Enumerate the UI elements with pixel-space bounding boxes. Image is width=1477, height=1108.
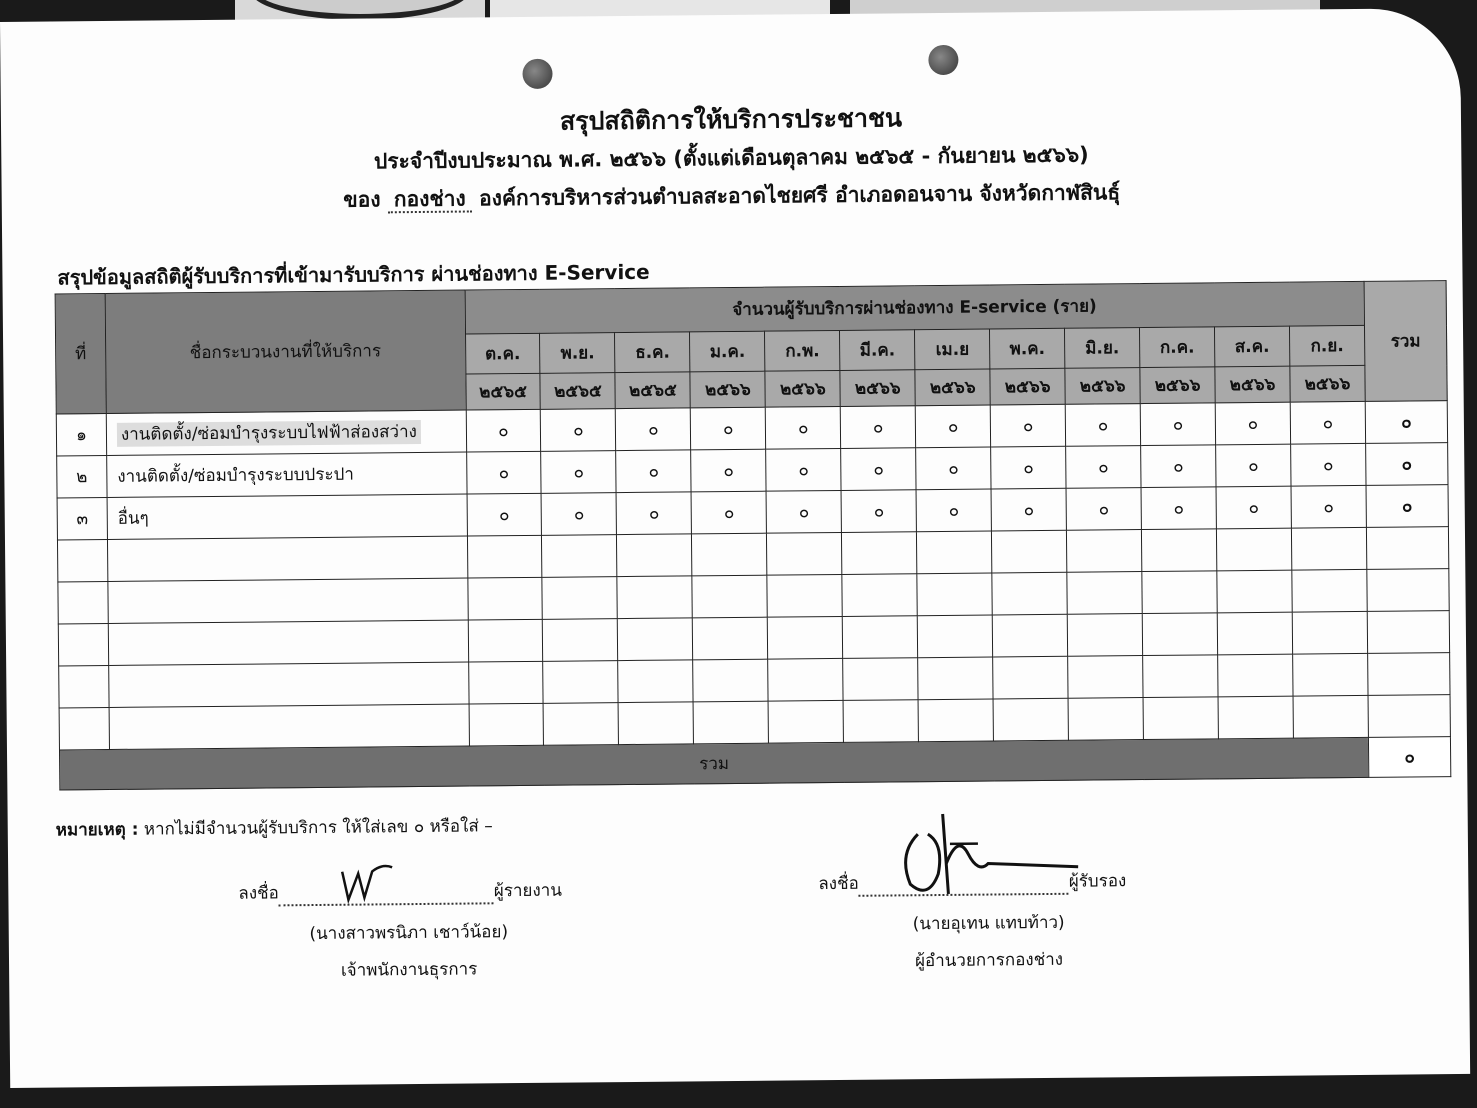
of-label: ของ (343, 187, 381, 212)
year-header: ๒๕๖๕ (540, 373, 615, 410)
empty-cell (543, 661, 618, 704)
month-value: ๐ (1290, 401, 1365, 444)
month-value: ๐ (1066, 446, 1141, 489)
year-header: ๒๕๖๕ (615, 372, 690, 409)
empty-cell (542, 577, 617, 620)
year-header: ๒๕๖๖ (1140, 367, 1215, 404)
empty-cell (108, 620, 468, 665)
month-header: ส.ค. (1215, 326, 1290, 367)
month-value: ๐ (691, 491, 766, 534)
month-header: ก.ค. (1140, 327, 1215, 368)
empty-cell (692, 533, 767, 576)
year-header: ๒๕๖๕ (465, 373, 540, 410)
month-value: ๐ (1291, 443, 1366, 486)
empty-cell (1068, 656, 1143, 699)
reporter-sign-line (238, 876, 578, 906)
empty-cell (108, 578, 468, 623)
empty-cell (843, 700, 918, 743)
service-name: งานติดตั้ง/ซ่อมบำรุงระบบไฟฟ้าส่องสว่าง (117, 420, 421, 447)
empty-cell (1367, 569, 1449, 612)
empty-cell (1368, 653, 1450, 696)
month-value: ๐ (616, 450, 691, 493)
empty-cell (109, 704, 469, 749)
empty-cell (109, 662, 469, 707)
month-value: ๐ (766, 490, 841, 533)
empty-cell (1292, 611, 1367, 654)
service-name-cell (107, 494, 467, 539)
role-suffix: ผู้รับรอง (1068, 871, 1127, 892)
col-total-header: รวม (1364, 281, 1447, 402)
empty-cell (843, 616, 918, 659)
empty-cell (544, 703, 619, 746)
month-value: ๐ (766, 448, 841, 491)
month-value: ๐ (616, 492, 691, 535)
empty-cell (918, 657, 993, 700)
empty-cell (693, 701, 768, 744)
month-value: ๐ (466, 451, 541, 494)
col-name-header: ชื่อกระบวนงานที่ให้บริการ (105, 290, 466, 413)
month-value: ๐ (691, 449, 766, 492)
empty-cell (993, 698, 1068, 741)
empty-cell (1143, 697, 1218, 740)
month-header: พ.ย. (540, 333, 615, 374)
empty-cell (107, 536, 467, 581)
empty-cell (469, 703, 544, 746)
role-suffix: ผู้รายงาน (493, 880, 563, 902)
empty-cell (767, 574, 842, 617)
empty-cell (1217, 612, 1292, 655)
section-title: สรุปข้อมูลสถิติผู้รับบริการที่เข้ามารับบริการ ผ่านช่องทาง E-Service (57, 259, 650, 290)
empty-cell (917, 615, 992, 658)
empty-cell (768, 700, 843, 743)
service-name: งานติดตั้ง/ซ่อมบำรุงระบบประปา (117, 464, 354, 487)
year-header: ๒๕๖๖ (1215, 366, 1290, 403)
empty-cell (992, 572, 1067, 615)
year-header: ๒๕๖๖ (990, 368, 1065, 405)
reporter-signature-block (238, 876, 579, 984)
month-value: ๐ (991, 488, 1066, 531)
empty-cell (768, 616, 843, 659)
empty-cell (918, 699, 993, 742)
month-value: ๐ (1291, 485, 1366, 528)
year-header: ๒๕๖๖ (690, 371, 765, 408)
month-value: ๐ (841, 448, 916, 491)
month-value: ๐ (691, 407, 766, 450)
row-number: ๓ (57, 497, 107, 539)
punch-hole (928, 45, 958, 75)
month-value: ๐ (541, 409, 616, 452)
row-total: ๐ (1365, 401, 1447, 444)
month-value: ๐ (990, 404, 1065, 447)
empty-cell (467, 535, 542, 578)
empty-cell (1291, 527, 1366, 570)
month-value: ๐ (1140, 403, 1215, 446)
signature-line (859, 875, 1069, 897)
empty-cell (58, 581, 108, 623)
row-number: ๑ (56, 413, 106, 455)
empty-cell (1368, 695, 1450, 738)
statistics-table (55, 280, 1452, 790)
month-header: ต.ค. (465, 333, 540, 374)
total-label: รวม (59, 737, 1368, 790)
month-value: ๐ (915, 405, 990, 448)
grand-total: ๐ (1368, 737, 1450, 778)
month-value: ๐ (1215, 402, 1290, 445)
year-header: ๒๕๖๖ (1290, 365, 1365, 402)
month-value: ๐ (916, 447, 991, 490)
month-header: เม.ย (915, 329, 990, 370)
empty-cell (768, 658, 843, 701)
month-value: ๐ (766, 406, 841, 449)
note-label: หมายเหตุ : (55, 819, 139, 841)
year-header: ๒๕๖๖ (765, 370, 840, 407)
month-value: ๐ (1216, 486, 1291, 529)
month-value: ๐ (1216, 444, 1291, 487)
document-page (0, 8, 1470, 1088)
month-header: มี.ค. (840, 330, 915, 371)
month-value: ๐ (542, 493, 617, 536)
empty-cell (1142, 613, 1217, 656)
organization-line (2, 173, 1462, 220)
month-header: ก.ย. (1289, 325, 1364, 366)
month-value: ๐ (616, 408, 691, 451)
service-name: อื่นๆ (117, 508, 149, 529)
empty-cell (57, 539, 107, 581)
empty-cell (1142, 571, 1217, 614)
month-value: ๐ (841, 406, 916, 449)
organization-name: องค์การบริหารส่วนตำบลสะอาดไชยศรี อำเภอดอนจาน จังหวัดกาฬสินธุ์ (478, 180, 1121, 211)
empty-cell (693, 617, 768, 660)
empty-cell (1068, 698, 1143, 741)
empty-cell (992, 614, 1067, 657)
empty-cell (992, 530, 1067, 573)
footnote (56, 812, 493, 843)
approver-signature-block (818, 867, 1159, 975)
reporter-signature (339, 863, 399, 906)
empty-cell (1142, 529, 1217, 572)
sign-label: ลงชื่อ (238, 883, 279, 904)
empty-cell (1366, 527, 1448, 570)
month-value: ๐ (467, 493, 542, 536)
empty-cell (59, 665, 109, 707)
empty-cell (1292, 569, 1367, 612)
empty-cell (618, 702, 693, 745)
empty-cell (1216, 528, 1291, 571)
document-subtitle: ประจำปีงบประมาณ พ.ศ. ๒๕๖๖ (ตั้งแต่เดือนตุลาคม ๒๕๖๕ - กันยายน ๒๕๖๖) (373, 142, 1089, 174)
month-value: ๐ (991, 446, 1066, 489)
empty-cell (767, 532, 842, 575)
month-header: ก.พ. (765, 330, 840, 371)
document-title: สรุปสถิติการให้บริการประชาชน (559, 103, 903, 136)
month-value: ๐ (1141, 487, 1216, 530)
service-name-cell (107, 452, 467, 497)
month-value: ๐ (1066, 488, 1141, 531)
empty-cell (843, 658, 918, 701)
empty-cell (1293, 695, 1368, 738)
empty-cell (468, 619, 543, 662)
row-total: ๐ (1366, 485, 1448, 528)
month-header: พ.ค. (990, 328, 1065, 369)
year-header: ๒๕๖๖ (915, 369, 990, 406)
empty-cell (917, 531, 992, 574)
approver-sign-line (818, 867, 1158, 897)
signature-line (279, 884, 494, 906)
month-value: ๐ (1065, 404, 1140, 447)
note-text: หากไม่มีจำนวนผู้รับบริการ ให้ใส่เลข ๐ หรือใส่ – (143, 816, 493, 840)
empty-cell (618, 660, 693, 703)
empty-cell (1067, 572, 1142, 615)
service-name-cell (106, 410, 466, 455)
empty-cell (842, 532, 917, 575)
empty-cell (1067, 530, 1142, 573)
empty-cell (842, 574, 917, 617)
empty-cell (468, 661, 543, 704)
approver-name: (นายอุเทน แทบท้าว) (912, 912, 1065, 935)
group-header: จำนวนผู้รับบริการผ่านช่องทาง E-service (ราย) (465, 281, 1365, 334)
empty-cell (58, 623, 108, 665)
month-header: ธ.ค. (615, 332, 690, 373)
empty-cell (1217, 570, 1292, 613)
empty-cell (1218, 654, 1293, 697)
approver-position: ผู้อำนวยการกองช่าง (914, 949, 1064, 972)
month-header: ม.ค. (690, 331, 765, 372)
punch-hole (522, 59, 552, 89)
department-name: กองช่าง (388, 186, 472, 213)
reporter-position: เจ้าพนักงานธุรการ (340, 959, 478, 981)
month-value: ๐ (841, 490, 916, 533)
month-value: ๐ (1141, 445, 1216, 488)
empty-cell (618, 618, 693, 661)
empty-cell (1218, 696, 1293, 739)
empty-cell (693, 659, 768, 702)
year-header: ๒๕๖๖ (1065, 368, 1140, 405)
month-header: มิ.ย. (1065, 328, 1140, 369)
month-value: ๐ (541, 451, 616, 494)
empty-cell (1367, 611, 1449, 654)
empty-cell (617, 534, 692, 577)
year-header: ๒๕๖๖ (840, 370, 915, 407)
empty-cell (1293, 653, 1368, 696)
empty-cell (993, 656, 1068, 699)
empty-cell (617, 576, 692, 619)
empty-cell (692, 575, 767, 618)
empty-cell (1143, 655, 1218, 698)
reporter-name: (นางสาวพรนิภา เชาว์น้อย) (309, 922, 509, 945)
empty-cell (59, 707, 109, 749)
empty-cell (543, 619, 618, 662)
empty-cell (917, 573, 992, 616)
col-no-header: ที่ (55, 294, 106, 414)
approver-signature (888, 803, 1089, 905)
sign-label: ลงชื่อ (818, 873, 859, 895)
empty-cell (542, 535, 617, 578)
month-value: ๐ (466, 409, 541, 452)
empty-cell (1067, 614, 1142, 657)
row-number: ๒ (57, 455, 107, 497)
month-value: ๐ (916, 489, 991, 532)
empty-cell (467, 577, 542, 620)
row-total: ๐ (1366, 443, 1448, 486)
